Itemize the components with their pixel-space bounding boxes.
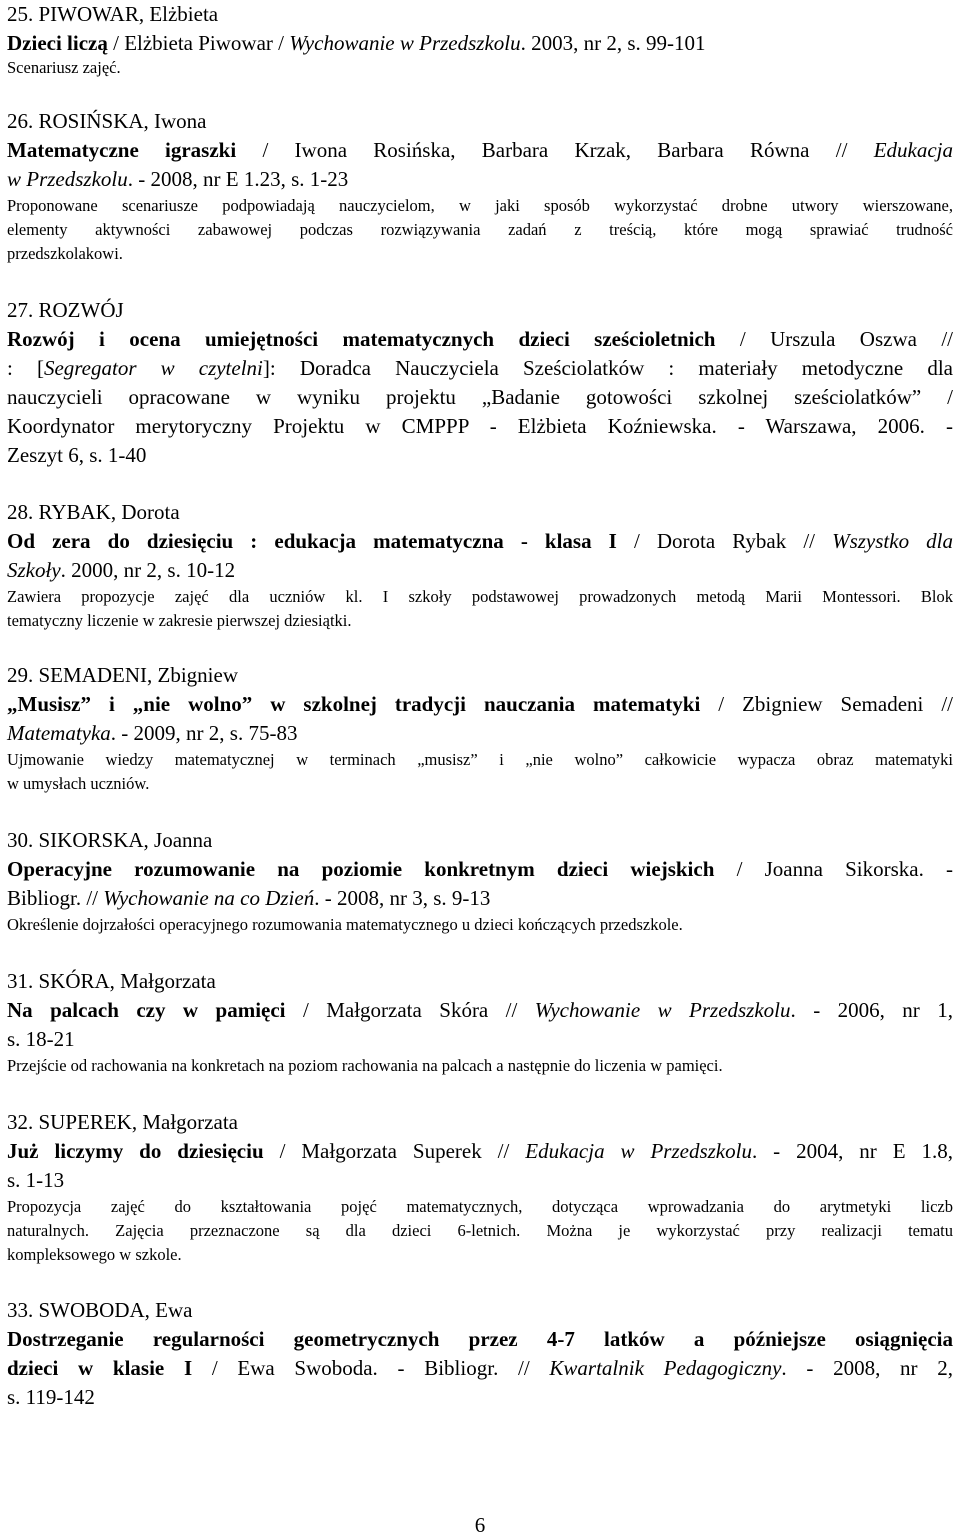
entry-details: s. 119-142 [7, 1385, 95, 1409]
entry-responsibility: / Urszula Oszwa // [715, 327, 953, 351]
entry-source: w Przedszkolu [7, 167, 128, 191]
entry-citation-line [7, 354, 953, 383]
bibliography-entry-25 [7, 0, 953, 78]
entry-responsibility: : [ [7, 356, 44, 380]
entry-source: Edukacja [873, 138, 953, 162]
entry-citation-line [7, 325, 953, 354]
entry-citation-line [7, 441, 953, 470]
entry-title: Rozwój i ocena umiejętności matematycznych dzieci sześcioletnich [7, 327, 716, 351]
entry-heading: 26. ROSIŃSKA, Iwona [7, 109, 207, 133]
bibliography-entry-31 [7, 967, 953, 1078]
entry-source: Wszystko dla [832, 529, 953, 553]
bibliography-entry-28 [7, 498, 953, 633]
entry-details: . - 2006, nr 1, [790, 998, 953, 1022]
entry-heading: 28. RYBAK, Dorota [7, 500, 180, 524]
entry-details: . 2003, nr 2, s. 99-101 [520, 31, 706, 55]
entry-annotation: elementy aktywności zabawowej podczas rozwiązywania zadań z treścią, które mogą sprawiać trudność [7, 220, 953, 239]
entry-responsibility: / Małgorzata Skóra // [285, 998, 535, 1022]
entry-responsibility: / Małgorzata Superek // [263, 1139, 526, 1163]
entry-source: Szkoły [7, 558, 61, 582]
entry-details: s. 1-13 [7, 1168, 65, 1192]
entry-annotation: w umysłach uczniów. [7, 774, 150, 793]
entry-details: . 2000, nr 2, s. 10-12 [60, 558, 236, 582]
entry-source: Wychowanie w Przedszkolu [534, 998, 791, 1022]
entry-details: . - 2009, nr 2, s. 75-83 [110, 721, 298, 745]
entry-responsibility: / Elżbieta Piwowar / [107, 31, 290, 55]
entry-source: Segregator w czytelni [43, 356, 263, 380]
entry-citation-line [7, 136, 953, 165]
entry-citation-line [7, 556, 953, 585]
entry-annotation: Zawiera propozycje zajęć dla uczniów kl. I szkoły podstawowej prowadzonych metodą Marii Montessori. Blok [7, 587, 953, 606]
entry-title: Operacyjne rozumowanie na poziomie konkretnym dzieci wiejskich [7, 857, 715, 881]
bibliography-entry-26 [7, 107, 953, 266]
entry-annotation: Określenie dojrzałości operacyjnego rozumowania matematycznego u dzieci kończących przedszkole. [7, 915, 683, 934]
entry-citation-line [7, 1383, 953, 1412]
bibliography-entry-32 [7, 1108, 953, 1267]
entry-citation-line [7, 996, 953, 1025]
entry-source: Kwartalnik Pedagogiczny [549, 1356, 782, 1380]
entry-annotation: Przejście od rachowania na konkretach na poziom rachowania na palcach a następnie do liczenia w pamięci. [7, 1056, 723, 1075]
entry-citation-line [7, 1354, 953, 1383]
bibliography-entry-29 [7, 661, 953, 796]
bibliography-entry-33 [7, 1296, 953, 1412]
entry-title: Dzieci liczą [7, 31, 108, 55]
entry-title: Od zera do dziesięciu : edukacja matematyczna - klasa I [7, 529, 617, 553]
entry-citation-line [7, 1166, 953, 1195]
entry-details: . - 2008, nr 2, [781, 1356, 953, 1380]
page-number: 6 [474, 1513, 486, 1537]
entry-annotation: Ujmowanie wiedzy matematycznej w terminach „musisz” i „nie wolno” całkowicie wypacza obraz matematyki [7, 750, 953, 769]
entry-citation-line [7, 690, 953, 719]
entry-details: nauczycieli opracowane w wyniku projektu „Badanie gotowości szkolnej sześciolatków” / [7, 385, 953, 409]
entry-citation-line [7, 165, 953, 194]
entry-responsibility: / Ewa Swoboda. - Bibliogr. // [192, 1356, 550, 1380]
entry-details: . - 2008, nr 3, s. 9-13 [314, 886, 491, 910]
bibliography-entry-27 [7, 296, 953, 470]
entry-source: Matematyka [7, 721, 111, 745]
entry-details: . - 2008, nr E 1.23, s. 1-23 [127, 167, 349, 191]
entry-details: Zeszyt 6, s. 1-40 [7, 443, 147, 467]
entry-citation-line [7, 1137, 953, 1166]
entry-title: Dostrzeganie regularności geometrycznych przez 4-7 latków a późniejsze osiągnięcia [7, 1327, 953, 1351]
entry-annotation: Propozycja zajęć do kształtowania pojęć matematycznych, dotycząca wprowadzania do arytmetyki liczb [7, 1197, 953, 1216]
entry-citation-line [7, 855, 953, 884]
entry-annotation: przedszkolakowi. [7, 244, 123, 263]
entry-annotation: Scenariusz zajęć. [7, 58, 121, 77]
entry-annotation: kompleksowego w szkole. [7, 1245, 182, 1264]
entry-heading: 30. SIKORSKA, Joanna [7, 828, 213, 852]
entry-citation-line [7, 29, 953, 58]
entry-title: Matematyczne igraszki [7, 138, 237, 162]
entry-citation-line [7, 527, 953, 556]
entry-citation-line [7, 412, 953, 441]
entry-citation-line [7, 1025, 953, 1054]
entry-heading: 32. SUPEREK, Małgorzata [7, 1110, 238, 1134]
entry-heading: 31. SKÓRA, Małgorzata [7, 969, 216, 993]
entry-title: „Musisz” i „nie wolno” w szkolnej tradycji nauczania matematyki [7, 692, 701, 716]
entry-heading: 25. PIWOWAR, Elżbieta [7, 2, 219, 26]
entry-citation-line [7, 383, 953, 412]
entry-title: Na palcach czy w pamięci [7, 998, 286, 1022]
entry-citation-line [7, 1325, 953, 1354]
entry-annotation: tematyczny liczenie w zakresie pierwszej dziesiątki. [7, 611, 352, 630]
entry-details: Koordynator merytoryczny Projektu w CMPPP - Elżbieta Koźniewska. - Warszawa, 2006. - [7, 414, 953, 438]
entry-source: Wychowanie w Przedszkolu [289, 31, 521, 55]
entry-heading: 33. SWOBODA, Ewa [7, 1298, 193, 1322]
entry-responsibility: Bibliogr. // [7, 886, 104, 910]
entry-citation-line [7, 719, 953, 748]
entry-responsibility: / Iwona Rosińska, Barbara Krzak, Barbara Równa // [236, 138, 874, 162]
entry-heading: 29. SEMADENI, Zbigniew [7, 663, 238, 687]
entry-heading: 27. ROZWÓJ [7, 298, 124, 322]
entry-title: dzieci w klasie I [7, 1356, 193, 1380]
entry-annotation: Proponowane scenariusze podpowiadają nauczycielom, w jaki sposób wykorzystać drobne utwory wierszowane, [7, 196, 953, 215]
entry-annotation: naturalnych. Zajęcia przeznaczone są dla dzieci 6-letnich. Można je wykorzystać przy realizacji tematu [7, 1221, 953, 1240]
entry-details: s. 18-21 [7, 1027, 75, 1051]
entry-source: Wychowanie na co Dzień [103, 886, 315, 910]
entry-title: Już liczymy do dziesięciu [7, 1139, 264, 1163]
entry-details: ]: Doradca Nauczyciela Sześciolatków : materiały metodyczne dla [262, 356, 954, 380]
entry-responsibility: / Joanna Sikorska. - [714, 857, 953, 881]
entry-citation-line [7, 884, 953, 913]
bibliography-entry-30 [7, 826, 953, 937]
entry-responsibility: / Dorota Rybak // [616, 529, 833, 553]
entry-responsibility: / Zbigniew Semadeni // [700, 692, 953, 716]
entry-source: Edukacja w Przedszkolu [525, 1139, 752, 1163]
entry-details: . - 2004, nr E 1.8, [751, 1139, 953, 1163]
